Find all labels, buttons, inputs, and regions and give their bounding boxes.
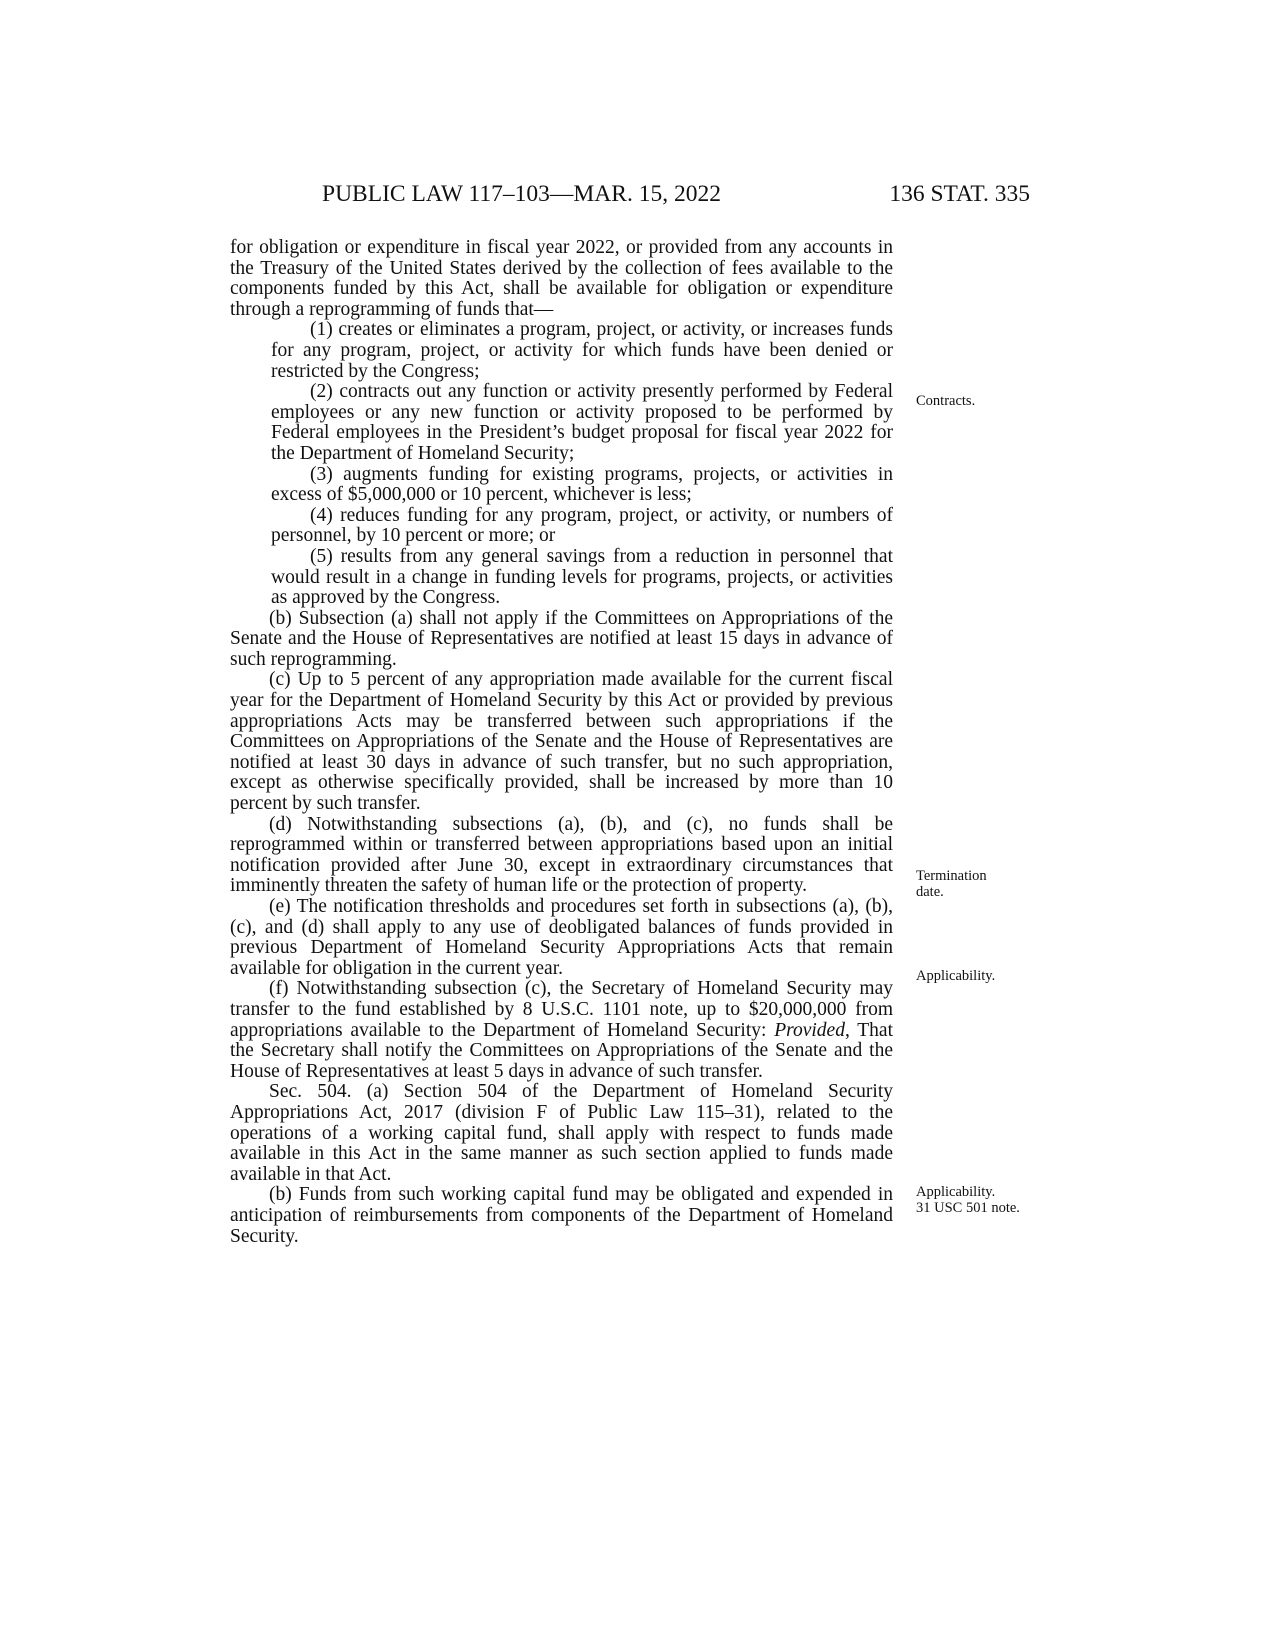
margin-note-line: Termination: [916, 868, 987, 884]
paragraph-f: [230, 979, 893, 1082]
list-item: (5) results from any general savings from a reduction in personnel that would result in a change in funding levels for programs, projects, or activities as approved by the Congress.: [271, 545, 893, 609]
list-item: (4) reduces funding for any program, project, or activity, or numbers of personnel, by 10 percent or more; or: [271, 504, 893, 547]
paragraph-e: (e) The notification thresholds and procedures set forth in subsections (a), (b), (c), and (d) shall apply to any use of deobligated balances of funds provided in previous Department of Homeland Security Appropriations Acts that remain available for obligation in the current year.: [230, 896, 893, 979]
list-item: (1) creates or eliminates a program, project, or activity, or increases funds for any program, project, or activity for which funds have been denied or restricted by the Congress;: [271, 319, 893, 382]
list-item: (2) contracts out any function or activity presently performed by Federal employees or any new function or activity proposed to be performed by Federal employees in the President’s budget proposal for fiscal year 2022 for the Department of Homeland Security;: [271, 381, 893, 464]
margin-note-applicability: Applicability.: [916, 968, 996, 984]
margin-note-applicability-usc: [916, 1184, 1020, 1216]
statute-body: [230, 238, 893, 1247]
section-504-a-text: (a) Section 504 of the Department of Homeland Security Appropriations Act, 2017 (division F of Public Law 115–31), related to the operations of a working capital fund, shall apply with respect to funds made available in this Act in the same manner as such section applied to funds made available in that Act.: [230, 1081, 894, 1185]
margin-note-termination: [916, 868, 987, 900]
section-label: Sec. 504.: [269, 1081, 352, 1103]
margin-note-line: 31 USC 501 note.: [916, 1200, 1020, 1216]
list-item: (3) augments funding for existing programs, projects, or activities in excess of $5,000,000 or 10 percent, whichever is less;: [271, 463, 893, 506]
margin-note-line: date.: [916, 884, 944, 900]
paragraph-b: (b) Subsection (a) shall not apply if the Committees on Appropriations of the Senate and the House of Representatives are notified at least 15 days in advance of such reprogramming.: [230, 607, 893, 670]
margin-note-contracts: Contracts.: [916, 393, 976, 409]
paragraph-d: (d) Notwithstanding subsections (a), (b), and (c), no funds shall be reprogrammed within or transferred between appropriations based upon an initial notification provided after June 30, except in extraordinary circumstances that imminently threaten the safety of human life or the protection of property.: [230, 813, 893, 897]
reprogramming-list: [230, 320, 893, 608]
section-504-b: (b) Funds from such working capital fund may be obligated and expended in anticipation of reimbursements from components of the Department of Homeland Security.: [230, 1184, 893, 1247]
margin-note-line: Applicability.: [916, 1184, 996, 1200]
header-title: PUBLIC LAW 117–103—MAR. 15, 2022: [322, 181, 721, 207]
intro-paragraph: for obligation or expenditure in fiscal year 2022, or provided from any accounts in the Treasury of the United States derived by the collection of fees available to the components funded by this Act, shall be available for obligation or expenditure through a reprogramming of funds that—: [230, 237, 893, 320]
section-504-a: [230, 1082, 893, 1185]
paragraph-c: (c) Up to 5 percent of any appropriation made available for the current fiscal year for the Department of Homeland Security by this Act or provided by previous appropriations Acts may be transferred between such appropriations if the Committees on Appropriations of the Senate and the House of Representatives are notified at least 30 days in advance of such transfer, but no such appropriation, except as otherwise specifically provided, shall be increased by more than 10 percent by such transfer.: [230, 669, 893, 815]
running-header: [230, 181, 1030, 217]
proviso-term: Provided: [774, 1019, 845, 1041]
paragraph-f-text: (f) Notwithstanding subsection (c), the Secretary of Homeland Security may transfer to the fund established by 8 U.S.C. 1101 note, up to $20,000,000 from appropriations available to the Department of Homeland Security:: [230, 978, 893, 1041]
page-citation: 136 STAT. 335: [889, 181, 1030, 207]
paragraph-f-text-cont: , That the Secretary shall notify the Committees on Appropriations of the Senate and the House of Representatives at least 5 days in advance of such transfer.: [230, 1019, 893, 1082]
